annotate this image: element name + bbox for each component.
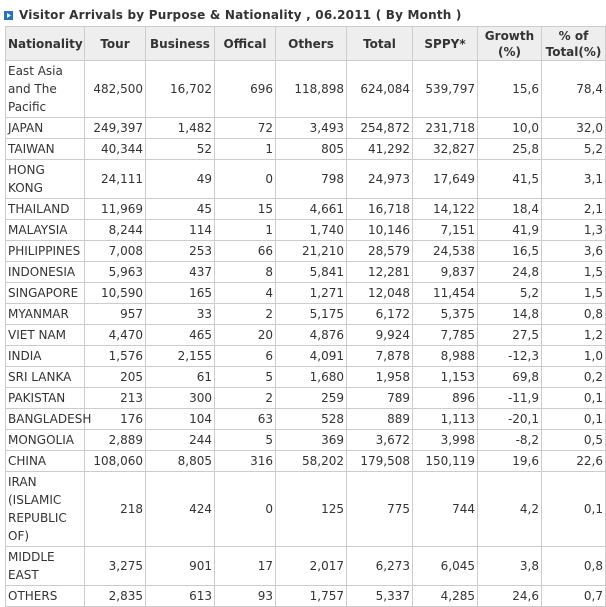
cell-sppy: 7,785 [413, 325, 478, 346]
cell-offical: 20 [215, 325, 276, 346]
cell-tour: 176 [85, 409, 146, 430]
header-total: Total [347, 27, 413, 61]
cell-others: 4,661 [276, 199, 347, 220]
cell-pct: 1,2 [542, 325, 606, 346]
cell-total: 12,048 [347, 283, 413, 304]
cell-business: 52 [146, 139, 215, 160]
cell-pct: 0,8 [542, 547, 606, 586]
cell-offical: 1 [215, 220, 276, 241]
cell-offical: 17 [215, 547, 276, 586]
nationality-line: INDONESIA [8, 265, 76, 279]
cell-nationality [6, 346, 85, 367]
cell-offical: 15 [215, 199, 276, 220]
header-row [6, 27, 606, 61]
cell-growth: 25,8 [478, 139, 542, 160]
cell-business: 1,482 [146, 118, 215, 139]
cell-growth: 5,2 [478, 283, 542, 304]
cell-pct: 1,3 [542, 220, 606, 241]
cell-offical: 5 [215, 367, 276, 388]
cell-nationality [6, 409, 92, 430]
nationality-line: VIET NAM [8, 328, 67, 342]
nationality-line: SINGAPORE [8, 286, 79, 300]
table-row [6, 220, 606, 241]
cell-sppy: 539,797 [413, 61, 478, 118]
cell-tour: 3,275 [85, 547, 146, 586]
cell-tour: 249,397 [85, 118, 146, 139]
cell-sppy: 8,988 [413, 346, 478, 367]
cell-business: 165 [146, 283, 215, 304]
cell-nationality [6, 262, 85, 283]
cell-total: 28,579 [347, 241, 413, 262]
cell-offical: 1 [215, 139, 276, 160]
cell-growth: 15,6 [478, 61, 542, 118]
table-row [6, 199, 606, 220]
cell-total: 179,508 [347, 451, 413, 472]
cell-nationality [6, 451, 85, 472]
cell-total: 6,172 [347, 304, 413, 325]
nationality-line: MIDDLE [8, 550, 55, 564]
cell-offical: 2 [215, 388, 276, 409]
cell-business: 45 [146, 199, 215, 220]
cell-business: 33 [146, 304, 215, 325]
table-row [6, 430, 606, 451]
cell-total: 10,146 [347, 220, 413, 241]
cell-offical: 0 [215, 160, 276, 199]
cell-total: 624,084 [347, 61, 413, 118]
cell-total: 775 [347, 472, 413, 547]
cell-pct: 0,2 [542, 367, 606, 388]
cell-tour: 24,111 [85, 160, 146, 199]
cell-pct: 0,7 [542, 586, 606, 607]
cell-growth: 4,2 [478, 472, 542, 547]
cell-tour: 218 [85, 472, 146, 547]
cell-offical: 696 [215, 61, 276, 118]
cell-others: 4,091 [276, 346, 347, 367]
cell-pct: 2,1 [542, 199, 606, 220]
cell-sppy: 150,119 [413, 451, 478, 472]
cell-growth: 69,8 [478, 367, 542, 388]
nationality-line: East Asia [8, 64, 63, 78]
nationality-line: KONG [8, 181, 43, 195]
cell-business: 437 [146, 262, 215, 283]
cell-growth: -11,9 [478, 388, 542, 409]
cell-others: 4,876 [276, 325, 347, 346]
nationality-line: TAIWAN [8, 142, 55, 156]
visitor-arrivals-table [5, 26, 606, 607]
cell-total: 41,292 [347, 139, 413, 160]
cell-growth: -12,3 [478, 346, 542, 367]
cell-offical: 4 [215, 283, 276, 304]
cell-offical: 5 [215, 430, 276, 451]
cell-tour: 957 [85, 304, 146, 325]
cell-nationality [6, 118, 85, 139]
nationality-line: EAST [8, 568, 39, 582]
header-pct-total [542, 27, 606, 61]
header-nationality: Nationality [6, 27, 85, 61]
cell-nationality [6, 160, 85, 199]
cell-business: 104 [146, 409, 215, 430]
cell-tour: 1,576 [85, 346, 146, 367]
cell-business: 16,702 [146, 61, 215, 118]
table-row [6, 262, 606, 283]
table-row [6, 160, 606, 199]
cell-total: 254,872 [347, 118, 413, 139]
cell-sppy: 7,151 [413, 220, 478, 241]
nationality-line: OF) [8, 529, 30, 543]
cell-pct: 1,5 [542, 262, 606, 283]
cell-sppy: 14,122 [413, 199, 478, 220]
nationality-line: OTHERS [8, 589, 58, 603]
cell-total: 16,718 [347, 199, 413, 220]
cell-others: 1,740 [276, 220, 347, 241]
cell-offical: 66 [215, 241, 276, 262]
cell-tour: 5,963 [85, 262, 146, 283]
cell-growth: -20,1 [478, 409, 542, 430]
cell-nationality [6, 547, 85, 586]
cell-others: 58,202 [276, 451, 347, 472]
cell-total: 3,672 [347, 430, 413, 451]
cell-business: 244 [146, 430, 215, 451]
cell-sppy: 5,375 [413, 304, 478, 325]
cell-pct: 0,5 [542, 430, 606, 451]
cell-sppy: 24,538 [413, 241, 478, 262]
table-row [6, 346, 606, 367]
cell-offical: 316 [215, 451, 276, 472]
header-growth-line1: Growth [484, 28, 535, 43]
cell-others: 798 [276, 160, 347, 199]
cell-growth: 16,5 [478, 241, 542, 262]
header-pct-line2: Total(%) [545, 44, 602, 59]
cell-growth: 41,5 [478, 160, 542, 199]
nationality-line: MYANMAR [8, 307, 69, 321]
cell-others: 21,210 [276, 241, 347, 262]
cell-others: 125 [276, 472, 347, 547]
cell-pct: 0,1 [542, 409, 606, 430]
nationality-line: THAILAND [8, 202, 70, 216]
header-pct-line1: % of [558, 28, 589, 43]
table-row [6, 304, 606, 325]
nationality-line: JAPAN [8, 121, 44, 135]
cell-total: 789 [347, 388, 413, 409]
cell-total: 7,878 [347, 346, 413, 367]
nationality-line: MONGOLIA [8, 433, 74, 447]
cell-others: 1,757 [276, 586, 347, 607]
cell-nationality [6, 430, 85, 451]
header-sppy: SPPY* [413, 27, 478, 61]
cell-growth: 27,5 [478, 325, 542, 346]
cell-nationality [6, 586, 85, 607]
cell-nationality [6, 199, 85, 220]
table-row [6, 61, 606, 118]
cell-total: 12,281 [347, 262, 413, 283]
cell-offical: 6 [215, 346, 276, 367]
cell-nationality [6, 220, 85, 241]
table-row [6, 547, 606, 586]
cell-total: 889 [347, 409, 413, 430]
cell-offical: 93 [215, 586, 276, 607]
cell-sppy: 32,827 [413, 139, 478, 160]
cell-tour: 2,835 [85, 586, 146, 607]
header-business: Business [146, 27, 215, 61]
cell-nationality [6, 388, 85, 409]
nationality-line: INDIA [8, 349, 42, 363]
cell-pct: 1,5 [542, 283, 606, 304]
cell-nationality [6, 241, 85, 262]
cell-nationality [6, 325, 85, 346]
nationality-line: BANGLADESH [8, 412, 92, 426]
cell-tour: 10,590 [85, 283, 146, 304]
cell-sppy: 9,837 [413, 262, 478, 283]
nationality-line: REPUBLIC [8, 511, 67, 525]
cell-tour: 7,008 [85, 241, 146, 262]
nationality-line: PHILIPPINES [8, 244, 81, 258]
table-row [6, 367, 606, 388]
cell-others: 369 [276, 430, 347, 451]
cell-others: 2,017 [276, 547, 347, 586]
nationality-line: SRI LANKA [8, 370, 72, 384]
cell-others: 5,175 [276, 304, 347, 325]
cell-tour: 11,969 [85, 199, 146, 220]
cell-sppy: 4,285 [413, 586, 478, 607]
cell-sppy: 17,649 [413, 160, 478, 199]
cell-sppy: 744 [413, 472, 478, 547]
cell-sppy: 3,998 [413, 430, 478, 451]
cell-pct: 3,6 [542, 241, 606, 262]
cell-offical: 8 [215, 262, 276, 283]
cell-tour: 108,060 [85, 451, 146, 472]
cell-pct: 32,0 [542, 118, 606, 139]
table-row [6, 586, 606, 607]
cell-offical: 63 [215, 409, 276, 430]
cell-sppy: 1,113 [413, 409, 478, 430]
cell-nationality [6, 304, 85, 325]
cell-tour: 40,344 [85, 139, 146, 160]
cell-business: 901 [146, 547, 215, 586]
cell-growth: 10,0 [478, 118, 542, 139]
table-row [6, 283, 606, 304]
header-offical: Offical [215, 27, 276, 61]
cell-business: 49 [146, 160, 215, 199]
cell-nationality [6, 367, 85, 388]
nationality-line: PAKISTAN [8, 391, 66, 405]
nationality-line: IRAN [8, 475, 37, 489]
cell-sppy: 896 [413, 388, 478, 409]
nationality-line: CHINA [8, 454, 47, 468]
cell-growth: 19,6 [478, 451, 542, 472]
nationality-line: MALAYSIA [8, 223, 68, 237]
cell-others: 5,841 [276, 262, 347, 283]
cell-growth: 14,8 [478, 304, 542, 325]
cell-total: 24,973 [347, 160, 413, 199]
cell-business: 253 [146, 241, 215, 262]
header-tour: Tour [85, 27, 146, 61]
cell-tour: 4,470 [85, 325, 146, 346]
cell-pct: 3,1 [542, 160, 606, 199]
cell-others: 259 [276, 388, 347, 409]
cell-offical: 72 [215, 118, 276, 139]
table-row [6, 388, 606, 409]
header-others: Others [276, 27, 347, 61]
cell-total: 9,924 [347, 325, 413, 346]
cell-sppy: 1,153 [413, 367, 478, 388]
cell-total: 1,958 [347, 367, 413, 388]
nationality-line: (ISLAMIC [8, 493, 62, 507]
cell-business: 424 [146, 472, 215, 547]
cell-total: 5,337 [347, 586, 413, 607]
cell-business: 613 [146, 586, 215, 607]
cell-tour: 205 [85, 367, 146, 388]
cell-others: 3,493 [276, 118, 347, 139]
table-title: Visitor Arrivals by Purpose & Nationality , 06.2011 ( By Month ) [19, 8, 462, 22]
cell-business: 114 [146, 220, 215, 241]
cell-sppy: 231,718 [413, 118, 478, 139]
table-row [6, 409, 606, 430]
cell-growth: -8,2 [478, 430, 542, 451]
cell-growth: 24,8 [478, 262, 542, 283]
table-row [6, 451, 606, 472]
cell-offical: 0 [215, 472, 276, 547]
cell-offical: 2 [215, 304, 276, 325]
cell-nationality [6, 61, 85, 118]
cell-nationality [6, 472, 85, 547]
cell-pct: 22,6 [542, 451, 606, 472]
cell-sppy: 6,045 [413, 547, 478, 586]
cell-tour: 8,244 [85, 220, 146, 241]
cell-tour: 213 [85, 388, 146, 409]
cell-nationality [6, 139, 85, 160]
cell-tour: 2,889 [85, 430, 146, 451]
cell-business: 61 [146, 367, 215, 388]
header-growth [478, 27, 542, 61]
cell-pct: 0,1 [542, 388, 606, 409]
table-row [6, 118, 606, 139]
table-row [6, 139, 606, 160]
table-row [6, 325, 606, 346]
cell-growth: 3,8 [478, 547, 542, 586]
cell-pct: 1,0 [542, 346, 606, 367]
cell-business: 8,805 [146, 451, 215, 472]
cell-business: 465 [146, 325, 215, 346]
cell-growth: 24,6 [478, 586, 542, 607]
cell-pct: 0,8 [542, 304, 606, 325]
cell-others: 1,271 [276, 283, 347, 304]
play-bullet-icon [4, 11, 13, 20]
cell-sppy: 11,454 [413, 283, 478, 304]
cell-others: 1,680 [276, 367, 347, 388]
cell-nationality [6, 283, 85, 304]
cell-total: 6,273 [347, 547, 413, 586]
cell-growth: 41,9 [478, 220, 542, 241]
table-row [6, 472, 606, 547]
cell-others: 528 [276, 409, 347, 430]
cell-pct: 5,2 [542, 139, 606, 160]
table-row [6, 241, 606, 262]
nationality-line: HONG [8, 163, 45, 177]
cell-pct: 0,1 [542, 472, 606, 547]
cell-business: 300 [146, 388, 215, 409]
table-body [6, 61, 606, 607]
cell-others: 118,898 [276, 61, 347, 118]
cell-tour: 482,500 [85, 61, 146, 118]
nationality-line: and The [8, 82, 57, 96]
header-growth-line2: (%) [498, 44, 521, 59]
cell-others: 805 [276, 139, 347, 160]
cell-growth: 18,4 [478, 199, 542, 220]
cell-business: 2,155 [146, 346, 215, 367]
table-title-bar [4, 4, 462, 26]
cell-pct: 78,4 [542, 61, 606, 118]
nationality-line: Pacific [8, 100, 47, 114]
